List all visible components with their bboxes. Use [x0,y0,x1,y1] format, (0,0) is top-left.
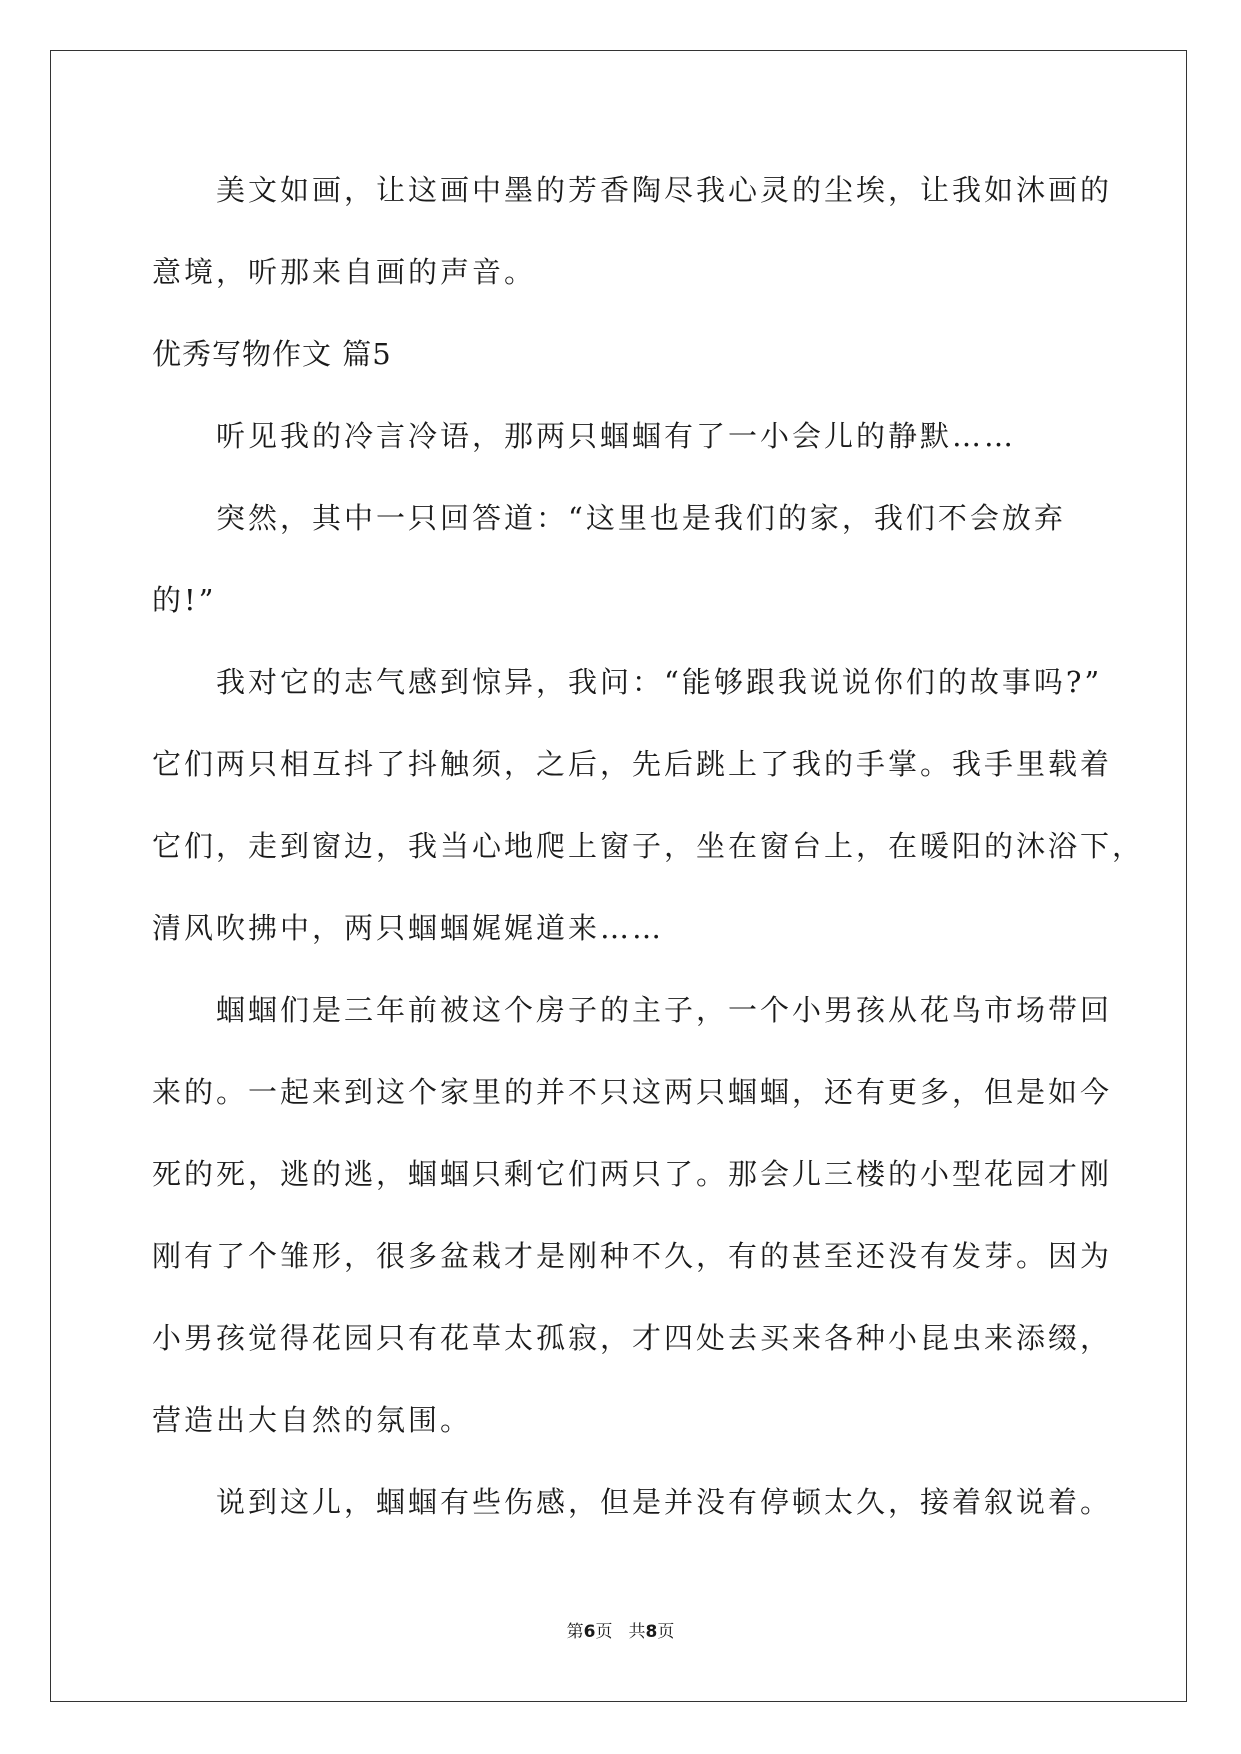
paragraph-line: 营造出大自然的氛围。 [152,1403,473,1437]
paragraph-line: 小男孩觉得花园只有花草太孤寂，才四处去买来各种小昆虫来添缀， [152,1321,1113,1355]
paragraph-line: 清风吹拂中，两只蝈蝈娓娓道来…… [152,911,665,945]
paragraph-line: 来的。一起来到这个家里的并不只这两只蝈蝈，还有更多，但是如今 [152,1075,1113,1109]
paragraph-line: 突然，其中一只回答道：“这里也是我们的家，我们不会放弃 [216,501,1066,535]
page-suffix: 页 [595,1622,613,1642]
paragraph-line: 我对它的志气感到惊异，我问：“能够跟我说说你们的故事吗?” [216,665,1103,699]
page-border [50,50,1187,1702]
paragraph-line: 说到这儿，蝈蝈有些伤感，但是并没有停顿太久，接着叙说着。 [216,1485,1113,1519]
paragraph-line: 的!” [152,583,217,617]
section-heading: 优秀写物作文 篇5 [152,337,392,371]
paragraph-line: 美文如画，让这画中墨的芳香陶尽我心灵的尘埃，让我如沐画的 [216,173,1113,207]
page-footer [0,1617,1241,1642]
total-suffix: 页 [657,1622,675,1642]
paragraph-line: 听见我的冷言冷语，那两只蝈蝈有了一小会儿的静默…… [216,419,1017,453]
paragraph-line: 死的死，逃的逃，蝈蝈只剩它们两只了。那会儿三楼的小型花园才刚 [152,1157,1113,1191]
paragraph-line: 意境，听那来自画的声音。 [152,255,537,289]
paragraph-line: 它们两只相互抖了抖触须，之后，先后跳上了我的手掌。我手里载着 [152,747,1113,781]
total-page-count: 8 [645,1622,658,1642]
total-prefix: 共 [628,1622,646,1642]
paragraph-line: 刚有了个雏形，很多盆栽才是刚种不久，有的甚至还没有发芽。因为 [152,1239,1113,1273]
paragraph-line: 蝈蝈们是三年前被这个房子的主子，一个小男孩从花鸟市场带回 [216,993,1113,1027]
paragraph-line: 它们，走到窗边，我当心地爬上窗子，坐在窗台上，在暖阳的沐浴下， [152,829,1145,863]
current-page-number: 6 [583,1622,596,1642]
page-prefix: 第 [566,1622,584,1642]
